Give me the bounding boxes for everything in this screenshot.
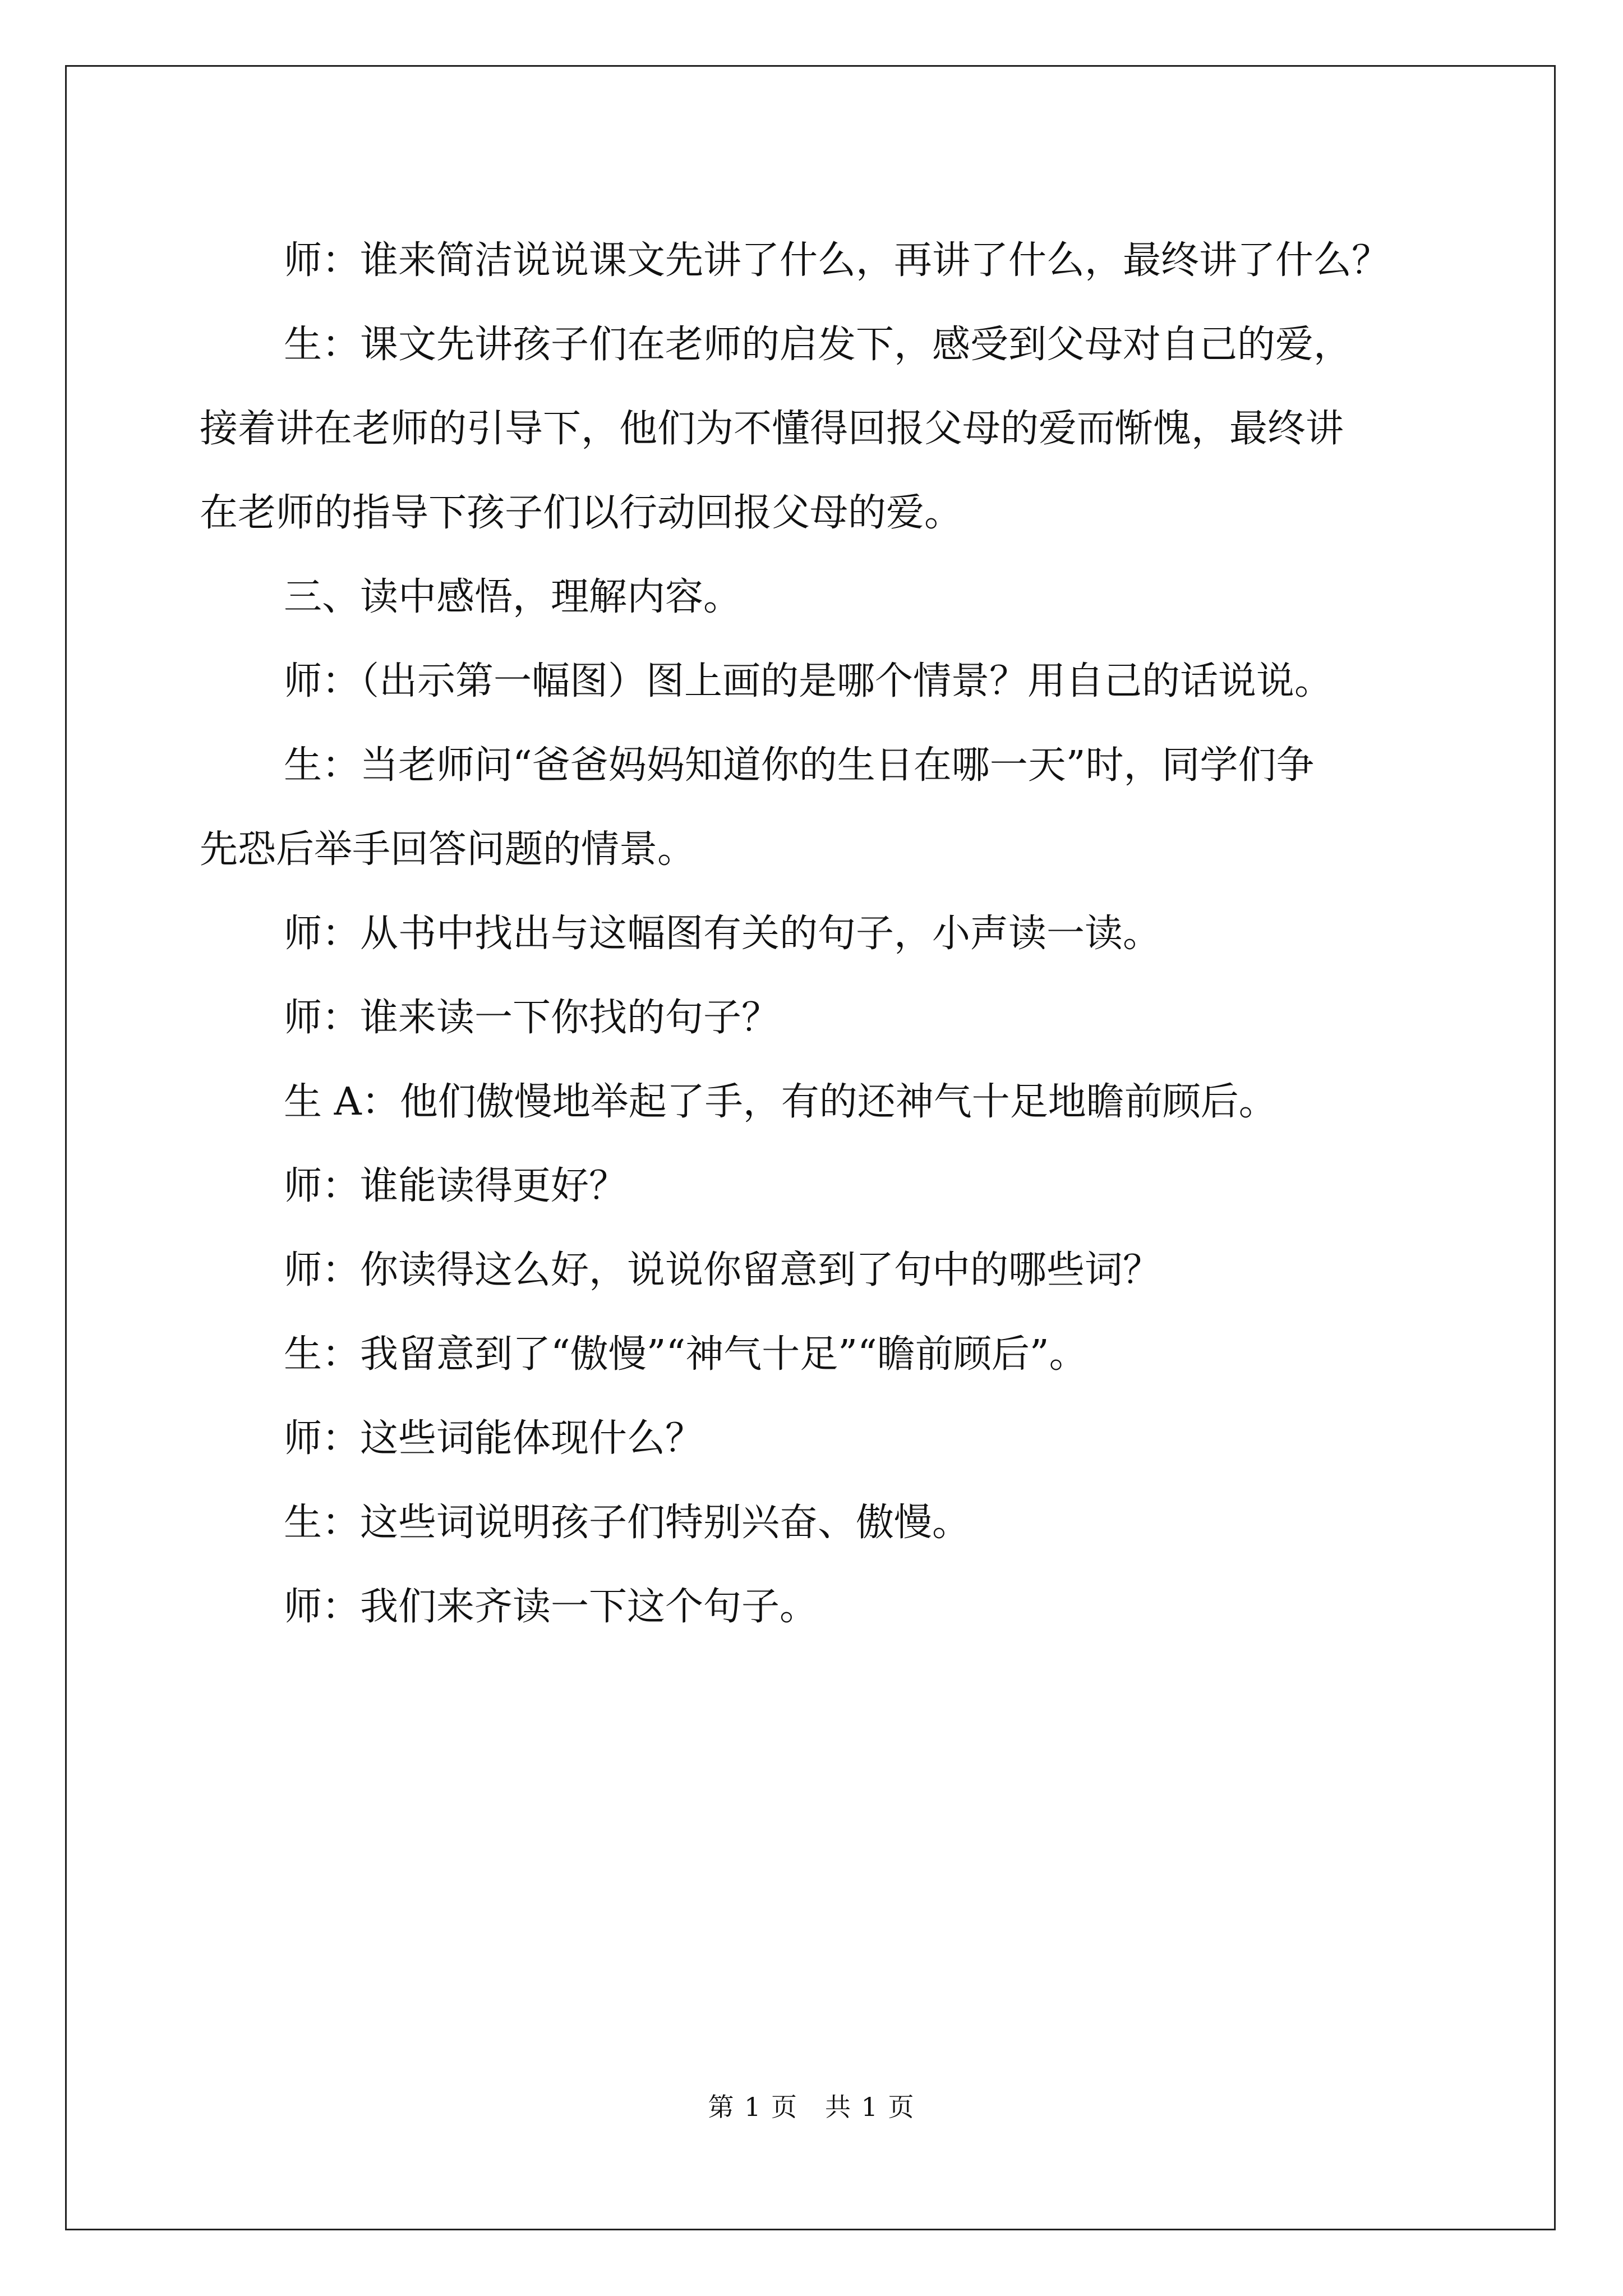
paragraph-line: 师：谁来简洁说说课文先讲了什么，再讲了什么，最终讲了什么？ [284,238,1390,283]
paragraph-line: 师：（出示第一幅图）图上画的是哪个情景？用自己的话说说。 [284,659,1333,703]
paragraph-line: 接着讲在老师的引导下，他们为不懂得回报父母的爱而惭愧，最终讲 [200,407,1344,451]
paragraph-line: 先恐后举手回答问题的情景。 [200,827,696,872]
document-body [200,219,1445,1649]
paragraph-line: 生 A：他们傲慢地举起了手，有的还神气十足地瞻前顾后。 [284,1080,1277,1124]
paragraph-line: 在老师的指导下孩子们以行动回报父母的爱。 [200,491,963,535]
paragraph-line: 师：你读得这么好，说说你留意到了句中的哪些词？ [284,1248,1161,1292]
section-heading: 三、读中感悟，理解内容。 [284,575,742,619]
paragraph-line: 师：谁来读一下你找的句子？ [284,996,780,1040]
paragraph-line: 生：我留意到了“傲慢”“神气十足”“瞻前顾后”。 [284,1332,1087,1377]
paragraph-line: 师：我们来齐读一下这个句子。 [284,1585,818,1629]
paragraph-line: 师：这些词能体现什么？ [284,1416,704,1461]
paragraph-line: 生：课文先讲孩子们在老师的启发下，感受到父母对自己的爱， [284,323,1352,367]
page-number-footer: 第 1 页 共 1 页 [708,2092,915,2122]
paragraph-line: 生：当老师问“爸爸妈妈知道你的生日在哪一天”时，同学们争 [284,743,1315,788]
paragraph-line: 生：这些词说明孩子们特别兴奋、傲慢。 [284,1501,971,1545]
paragraph-line: 师：从书中找出与这幅图有关的句子，小声读一读。 [284,912,1161,956]
paragraph-line: 师：谁能读得更好？ [284,1164,628,1208]
